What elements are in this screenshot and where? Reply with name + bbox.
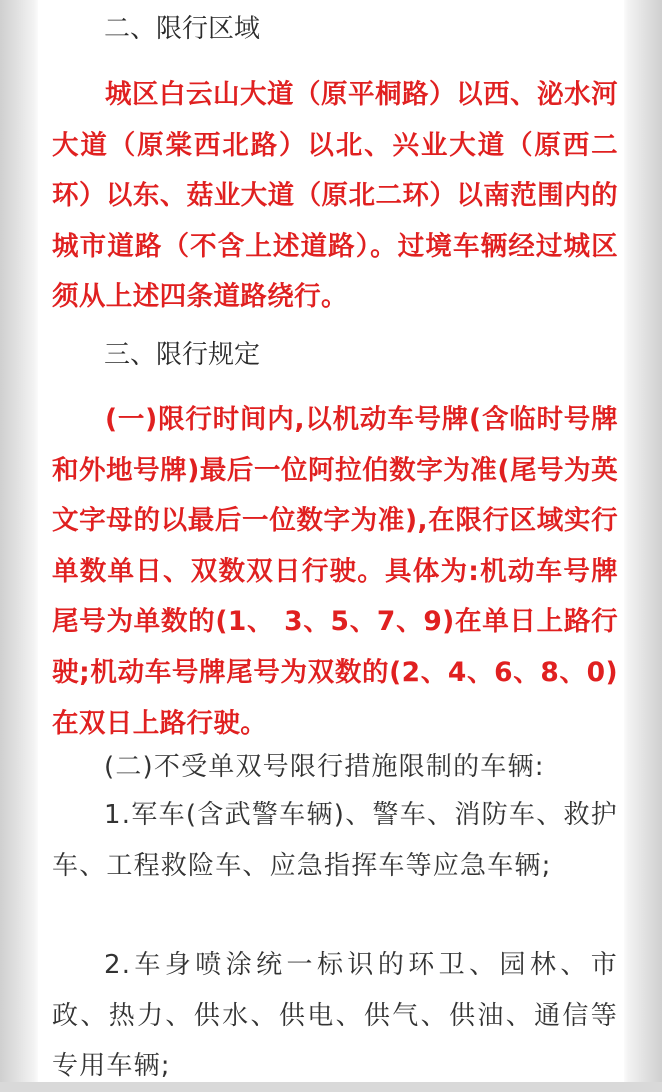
- document-page: [38, 0, 624, 1082]
- section-heading-restriction-rules: 三、限行规定: [104, 340, 261, 370]
- rule-odd-even-paragraph: (一)限行时间内,以机动车号牌(含临时号牌和外地号牌)最后一位阿拉伯数字为准(尾号为英文字母的以最后一位数字为准),在限行区域实行单数单日、双数双日行驶。具体为:机动车号牌尾号为单数的(1、 3、5、7、9)在单日上路行驶;机动车号牌尾号为双数的(2、4、6、8、0)在双日上路行驶。: [52, 404, 618, 739]
- restricted-area-paragraph: 城区白云山大道（原平桐路）以西、泌水河大道（原棠西北路）以北、兴业大道（原西二环）以东、菇业大道（原北二环）以南范围内的城市道路（不含上述道路）。过境车辆经过城区须从上述四条道路绕行。: [52, 79, 618, 313]
- exempt-vehicles-intro: (二)不受单双号限行措施限制的车辆:: [104, 752, 545, 782]
- exempt-item-special-vehicles: 2.车身喷涂统一标识的环卫、园林、市政、热力、供水、供电、供气、供油、通信等专用车辆;: [52, 950, 618, 1081]
- exempt-item-emergency-vehicles: 1.军车(含武警车辆)、警车、消防车、救护车、工程救险车、应急指挥车等应急车辆;: [52, 800, 618, 881]
- section-heading-restricted-area: 二、限行区域: [104, 14, 261, 44]
